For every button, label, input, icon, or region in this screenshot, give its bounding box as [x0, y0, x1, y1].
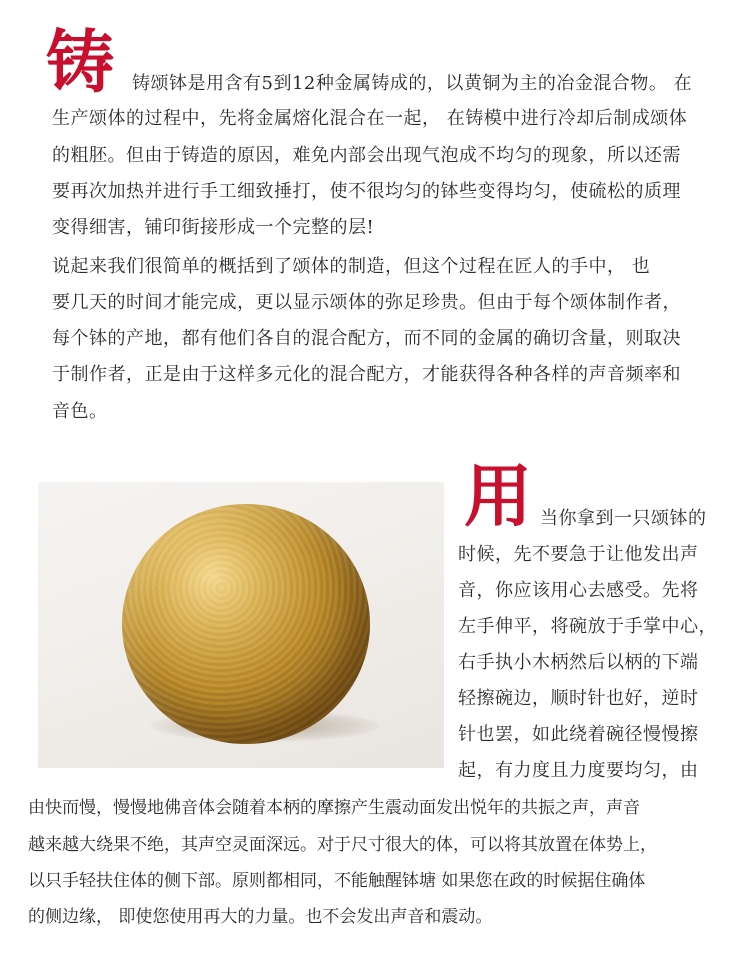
section2-side-line-5: 右手执小木柄然后以柄的下端: [458, 652, 699, 673]
section2-side-line-6: 轻擦碗边，顺时针也好，逆时: [458, 688, 699, 709]
section2-drop-cap: 用: [464, 458, 533, 537]
section1-line-4: 要再次加热并进行手工细致捶打，使不很均匀的钵些变得均匀，使硫松的质理: [52, 181, 681, 202]
section2-side-line-3: 音，你应该用心去感受。先将: [458, 580, 699, 601]
section2-side-line-7: 针也罢，如此绕着碗径慢慢擦: [458, 724, 699, 745]
section1-line-9: 于制作者，正是由于这样多元化的混合配方，才能获得各种各样的声音频率和: [52, 364, 681, 385]
section2-side-line-4: 左手伸平，将碗放于手掌中心，: [458, 616, 717, 637]
section2-line-4: 的侧边缘， 即使您使用再大的力量。也不会发出声音和震动。: [28, 907, 493, 927]
section2-line-1: 由快而慢，慢慢地佛音体会随着本柄的摩擦产生震动面发出悦年的共振之声，声音: [28, 798, 640, 818]
section2-side-line-8: 起，有力度且力度要均匀，由: [458, 760, 699, 781]
section1-line-5: 变得细害，铺印街接形成一个完整的层!: [52, 217, 375, 238]
section1-line-7: 要几天的时间才能完成，更以显示颂体的弥足珍贵。但由于每个颂体制作者，: [52, 292, 681, 313]
section1-line-10: 音色。: [52, 401, 108, 422]
section2-side-line-2: 时候，先不要急于让他发出声: [458, 544, 699, 565]
section1-line-3: 的粗胚。但由于铸造的原因，难免内部会出现气泡成不均匀的现象，所以还需: [52, 145, 681, 166]
section1-drop-cap: 铸: [46, 24, 115, 103]
singing-bowl-photo: [38, 482, 444, 768]
singing-bowl-image: [122, 504, 370, 744]
section2-line-3: 以只手轻扶住体的侧下部。原则都相同，不能触醒钵塘 如果您在政的时候据住确体: [28, 871, 646, 891]
section1-line-1: 铸颂钵是用含有5到12种金属铸成的，以黄铜为主的冶金混合物。 在: [132, 73, 693, 94]
section1-line-6: 说起来我们很简单的概括到了颂体的制造，但这个过程在匠人的手中， 也: [52, 256, 651, 277]
section2-side-line-1: 当你拿到一只颂钵的: [540, 508, 707, 529]
section2-line-2: 越来越大绕果不绝，其声空灵面深远。对于尺寸很大的体，可以将其放置在体势上，: [28, 835, 657, 855]
section1-line-2: 生产颂体的过程中，先将金属熔化混合在一起， 在铸模中进行冷却后制成颂体: [52, 108, 688, 129]
section1-line-8: 每个钵的产地，都有他们各自的混合配方，而不同的金属的确切含量，则取决: [52, 328, 681, 349]
